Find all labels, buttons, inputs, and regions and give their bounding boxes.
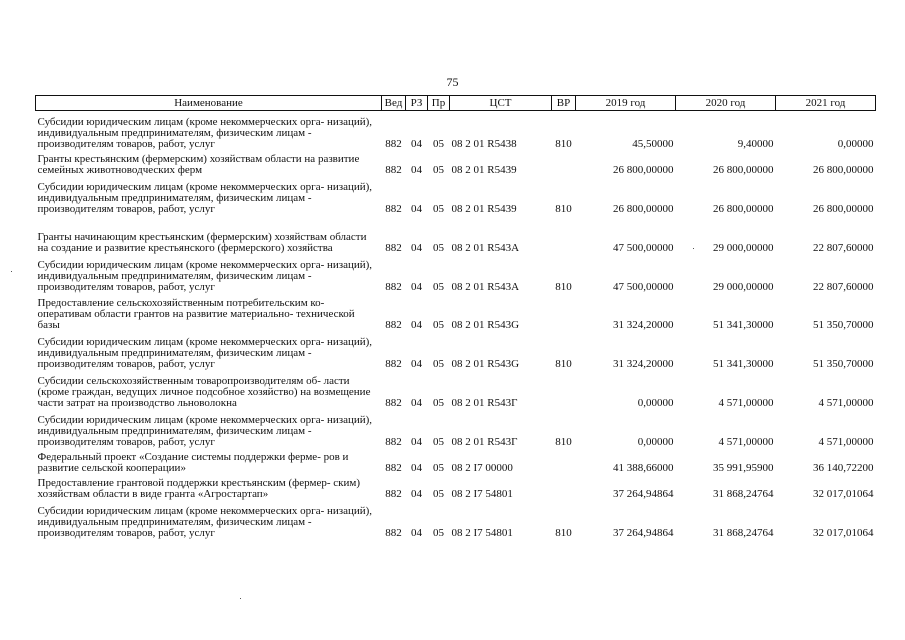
cell-vr: 810 bbox=[555, 357, 572, 370]
cell-pr: 05 bbox=[433, 318, 444, 331]
cell-y2020: 26 800,00000 bbox=[713, 163, 774, 176]
cell-rz: 04 bbox=[411, 318, 422, 331]
cell-vr bbox=[552, 293, 576, 331]
cell-name: Гранты начинающим крестьянским (фермерским) хозяйствам области на создание и развитие крестьянского (фермерского) хозяйства bbox=[37, 230, 367, 254]
cell-y2019: 47 500,00000 bbox=[613, 241, 674, 254]
cell-y2019: 37 264,94864 bbox=[613, 526, 674, 539]
cell-name: Субсидии юридическим лицам (кроме некоммерческих орга- низаций), индивидуальным предпринимателям, физическим лицам - производителям товаров, работ, услуг bbox=[37, 504, 373, 539]
table-header-row bbox=[36, 96, 876, 111]
table-row bbox=[36, 150, 876, 176]
cell-y2019: 26 800,00000 bbox=[613, 202, 674, 215]
cell-cst: 08 2 01 R543A bbox=[451, 280, 520, 293]
cell-ved: 882 bbox=[385, 526, 402, 539]
table-row bbox=[36, 500, 876, 539]
cell-y2019: 0,00000 bbox=[637, 396, 674, 409]
cell-cst: 08 2 I7 00000 bbox=[451, 461, 513, 474]
cell-y2020: 4 571,00000 bbox=[718, 435, 774, 448]
cell-rz: 04 bbox=[411, 396, 422, 409]
cell-vr: 810 bbox=[555, 280, 572, 293]
cell-vr bbox=[552, 150, 576, 176]
cell-pr: 05 bbox=[433, 137, 444, 150]
cell-vr: 810 bbox=[555, 202, 572, 215]
cell-y2021: 51 350,70000 bbox=[813, 318, 874, 331]
cell-ved: 882 bbox=[385, 435, 402, 448]
cell-vr: 810 bbox=[555, 526, 572, 539]
cell-vr bbox=[552, 215, 576, 254]
cell-y2021: 22 807,60000 bbox=[813, 241, 874, 254]
cell-y2019: 47 500,00000 bbox=[613, 280, 674, 293]
cell-y2020: 29 000,00000 bbox=[713, 241, 774, 254]
cell-name: Субсидии юридическим лицам (кроме некоммерческих орга- низаций), индивидуальным предпринимателям, физическим лицам - производителям товаров, работ, услуг bbox=[37, 413, 373, 448]
cell-rz: 04 bbox=[411, 435, 422, 448]
header-2020: 2020 год bbox=[676, 96, 776, 111]
header-2021: 2021 год bbox=[776, 96, 876, 111]
cell-cst: 08 2 01 R543A bbox=[451, 241, 520, 254]
cell-ved: 882 bbox=[385, 461, 402, 474]
cell-pr: 05 bbox=[433, 461, 444, 474]
cell-y2020: 51 341,30000 bbox=[713, 357, 774, 370]
scan-speck bbox=[693, 248, 694, 249]
table-row bbox=[36, 215, 876, 254]
cell-y2019: 37 264,94864 bbox=[613, 487, 674, 500]
cell-cst: 08 2 01 R5439 bbox=[451, 202, 517, 215]
cell-ved: 882 bbox=[385, 357, 402, 370]
cell-y2019: 26 800,00000 bbox=[613, 163, 674, 176]
cell-vr bbox=[552, 448, 576, 474]
cell-y2020: 31 868,24764 bbox=[713, 526, 774, 539]
cell-pr: 05 bbox=[433, 396, 444, 409]
header-cst: ЦСТ bbox=[450, 96, 552, 111]
cell-y2021: 32 017,01064 bbox=[813, 526, 874, 539]
cell-y2021: 4 571,00000 bbox=[818, 435, 874, 448]
cell-rz: 04 bbox=[411, 487, 422, 500]
cell-y2021: 26 800,00000 bbox=[813, 163, 874, 176]
cell-pr: 05 bbox=[433, 163, 444, 176]
table-body bbox=[36, 111, 876, 539]
cell-rz: 04 bbox=[411, 280, 422, 293]
cell-vr bbox=[552, 370, 576, 409]
table-row bbox=[36, 370, 876, 409]
cell-y2019: 31 324,20000 bbox=[613, 318, 674, 331]
cell-vr: 810 bbox=[555, 137, 572, 150]
cell-y2021: 32 017,01064 bbox=[813, 487, 874, 500]
cell-ved: 882 bbox=[385, 137, 402, 150]
cell-cst: 08 2 01 R543G bbox=[451, 357, 520, 370]
scan-speck bbox=[240, 598, 241, 599]
page-number: 75 bbox=[446, 75, 459, 89]
cell-ved: 882 bbox=[385, 202, 402, 215]
cell-rz: 04 bbox=[411, 202, 422, 215]
cell-y2021: 22 807,60000 bbox=[813, 280, 874, 293]
cell-ved: 882 bbox=[385, 241, 402, 254]
cell-y2021: 26 800,00000 bbox=[813, 202, 874, 215]
cell-rz: 04 bbox=[411, 241, 422, 254]
table-row bbox=[36, 409, 876, 448]
table-row bbox=[36, 474, 876, 500]
cell-name: Субсидии юридическим лицам (кроме некоммерческих орга- низаций), индивидуальным предпринимателям, физическим лицам - производителям товаров, работ, услуг bbox=[37, 335, 373, 370]
header-name: Наименование bbox=[36, 96, 382, 111]
cell-y2020: 29 000,00000 bbox=[713, 280, 774, 293]
scan-speck bbox=[11, 271, 12, 272]
cell-rz: 04 bbox=[411, 526, 422, 539]
cell-name: Субсидии юридическим лицам (кроме некоммерческих орга- низаций), индивидуальным предпринимателям, физическим лицам - производителям товаров, работ, услуг bbox=[37, 180, 373, 215]
cell-name: Предоставление грантовой поддержки крестьянским (фермер- ским) хозяйствам области в виде гранта «Агростартап» bbox=[37, 476, 360, 500]
table-row bbox=[36, 448, 876, 474]
table-row bbox=[36, 293, 876, 331]
cell-y2021: 36 140,72200 bbox=[813, 461, 874, 474]
cell-y2021: 0,00000 bbox=[837, 137, 874, 150]
cell-ved: 882 bbox=[385, 280, 402, 293]
cell-pr: 05 bbox=[433, 357, 444, 370]
cell-ved: 882 bbox=[385, 396, 402, 409]
table-row bbox=[36, 254, 876, 293]
cell-vr bbox=[552, 474, 576, 500]
cell-rz: 04 bbox=[411, 357, 422, 370]
cell-rz: 04 bbox=[411, 461, 422, 474]
header-vr: ВР bbox=[552, 96, 576, 111]
cell-cst: 08 2 01 R543G bbox=[451, 318, 520, 331]
cell-cst: 08 2 01 R543Г bbox=[451, 396, 518, 409]
cell-ved: 882 bbox=[385, 163, 402, 176]
cell-cst: 08 2 01 R5438 bbox=[451, 137, 517, 150]
header-2019: 2019 год bbox=[576, 96, 676, 111]
cell-cst: 08 2 I7 54801 bbox=[451, 526, 513, 539]
table-row bbox=[36, 331, 876, 370]
cell-y2019: 31 324,20000 bbox=[613, 357, 674, 370]
header-ved: Вед bbox=[382, 96, 406, 111]
cell-name: Предоставление сельскохозяйственным потребительским ко- оперативам области грантов на развитие материально- технической базы bbox=[37, 296, 355, 331]
cell-y2019: 0,00000 bbox=[637, 435, 674, 448]
cell-name: Гранты крестьянским (фермерским) хозяйствам области на развитие семейных животноводческих ферм bbox=[37, 152, 360, 176]
header-pr: Пр bbox=[428, 96, 450, 111]
cell-pr: 05 bbox=[433, 487, 444, 500]
cell-y2020: 9,40000 bbox=[737, 137, 774, 150]
table-row bbox=[36, 176, 876, 215]
cell-name: Субсидии юридическим лицам (кроме некоммерческих орга- низаций), индивидуальным предпринимателям, физическим лицам - производителям товаров, работ, услуг bbox=[37, 258, 373, 293]
cell-y2020: 26 800,00000 bbox=[713, 202, 774, 215]
cell-y2020: 51 341,30000 bbox=[713, 318, 774, 331]
cell-pr: 05 bbox=[433, 526, 444, 539]
cell-vr: 810 bbox=[555, 435, 572, 448]
cell-ved: 882 bbox=[385, 487, 402, 500]
cell-pr: 05 bbox=[433, 202, 444, 215]
cell-rz: 04 bbox=[411, 137, 422, 150]
cell-y2020: 4 571,00000 bbox=[718, 396, 774, 409]
cell-y2019: 45,50000 bbox=[632, 137, 674, 150]
cell-pr: 05 bbox=[433, 241, 444, 254]
cell-cst: 08 2 01 R543Г bbox=[451, 435, 518, 448]
cell-name: Федеральный проект «Создание системы поддержки ферме- ров и развитие сельской кооперации» bbox=[37, 450, 349, 474]
cell-rz: 04 bbox=[411, 163, 422, 176]
table-row bbox=[36, 111, 876, 150]
cell-pr: 05 bbox=[433, 435, 444, 448]
cell-name: Субсидии юридическим лицам (кроме некоммерческих орга- низаций), индивидуальным предпринимателям, физическим лицам - производителям товаров, работ, услуг bbox=[37, 115, 373, 150]
cell-name: Субсидии сельскохозяйственным товаропроизводителям об- ласти (кроме граждан, ведущих личное подсобное хозяйство) на возмещение части затрат на производство льноволокна bbox=[37, 374, 371, 409]
header-rz: РЗ bbox=[406, 96, 428, 111]
cell-y2020: 31 868,24764 bbox=[713, 487, 774, 500]
cell-y2021: 4 571,00000 bbox=[818, 396, 874, 409]
cell-cst: 08 2 I7 54801 bbox=[451, 487, 513, 500]
cell-y2020: 35 991,95900 bbox=[713, 461, 774, 474]
cell-ved: 882 bbox=[385, 318, 402, 331]
budget-table bbox=[35, 95, 876, 539]
cell-pr: 05 bbox=[433, 280, 444, 293]
cell-cst: 08 2 01 R5439 bbox=[451, 163, 517, 176]
cell-y2019: 41 388,66000 bbox=[613, 461, 674, 474]
cell-y2021: 51 350,70000 bbox=[813, 357, 874, 370]
